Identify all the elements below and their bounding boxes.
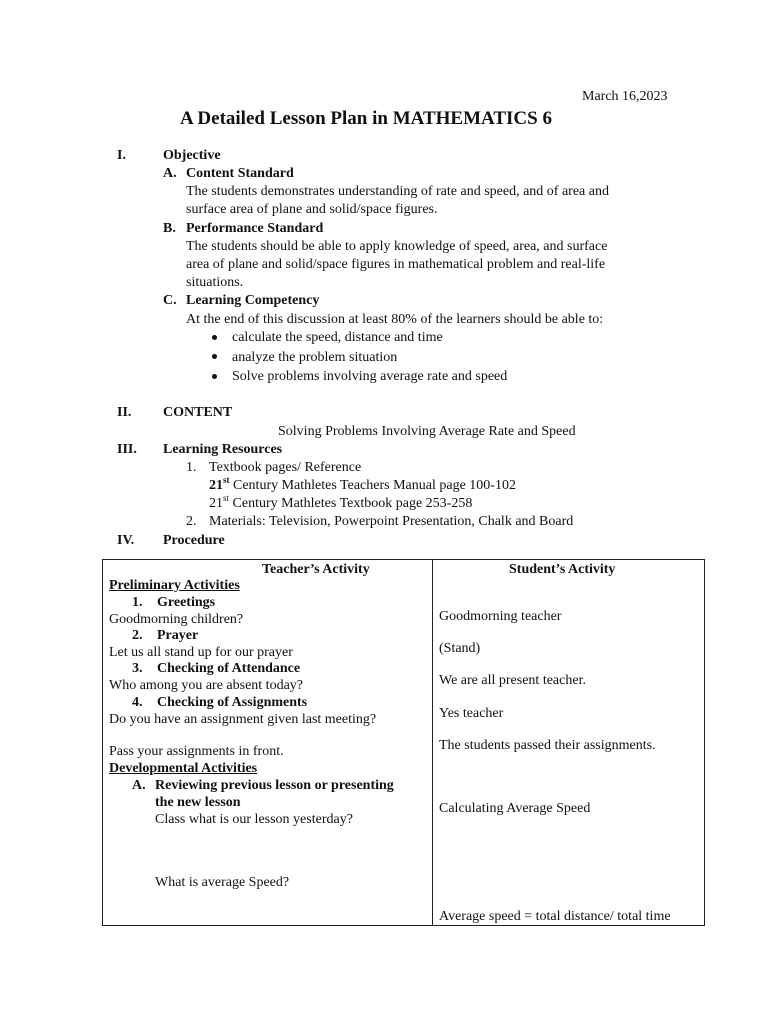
competency-bullet-item: calculate the speed, distance and time — [232, 330, 443, 345]
bullet-dot — [212, 354, 217, 359]
resource-item-number: 1. — [186, 460, 197, 475]
bullet-dot — [212, 374, 217, 379]
section-heading-content: CONTENT — [163, 405, 233, 420]
student-line-yes: Yes teacher — [439, 706, 504, 721]
subsection-heading-learning-competency: Learning Competency — [186, 293, 320, 308]
section-number-procedure: IV. — [117, 533, 135, 548]
section-number-objective: I. — [117, 148, 126, 163]
reference-textbook: 21st Century Mathletes Textbook page 253-258 — [209, 493, 473, 511]
section-heading-objective: Objective — [163, 148, 221, 163]
teacher-line-attendance: Who among you are absent today? — [109, 678, 303, 693]
step-reviewing-continued: the new lesson — [155, 795, 241, 810]
subsection-letter-a: A. — [163, 166, 177, 181]
student-line-formula: Average speed = total distance/ total time — [439, 909, 671, 924]
step-assignments: Checking of Assignments — [157, 695, 308, 710]
content-topic: Solving Problems Involving Average Rate and Speed — [278, 424, 576, 439]
teacher-activity-header: Teacher’s Activity — [262, 562, 370, 577]
subsection-heading-content-standard: Content Standard — [186, 166, 294, 181]
step-greetings: Greetings — [157, 595, 216, 610]
bullet-dot — [212, 335, 217, 340]
procedure-table — [102, 559, 705, 926]
student-line-stand: (Stand) — [439, 641, 481, 656]
subsection-heading-performance-standard: Performance Standard — [186, 221, 324, 236]
teacher-line-pass: Pass your assignments in front. — [109, 744, 284, 759]
developmental-activities-heading: Developmental Activities — [109, 761, 258, 776]
subsection-letter-b: B. — [163, 221, 176, 236]
step-attendance: Checking of Attendance — [157, 661, 301, 676]
subsection-letter-c: C. — [163, 293, 177, 308]
competency-bullet-item: analyze the problem situation — [232, 350, 398, 365]
document-date: March 16,2023 — [582, 89, 668, 104]
step-number: 4. — [132, 695, 143, 710]
section-heading-procedure: Procedure — [163, 533, 225, 548]
performance-standard-line: The students should be able to apply knowledge of speed, area, and surface — [186, 239, 608, 254]
column-divider — [432, 560, 433, 925]
step-number: 1. — [132, 595, 143, 610]
student-line-passed: The students passed their assignments. — [439, 738, 656, 753]
content-standard-line: surface area of plane and solid/space figures. — [186, 202, 438, 217]
student-line-present: We are all present teacher. — [439, 673, 586, 688]
step-reviewing: Reviewing previous lesson or presenting — [155, 778, 394, 793]
step-prayer: Prayer — [157, 628, 199, 643]
teacher-line-greetings: Goodmorning children? — [109, 612, 244, 627]
performance-standard-line: area of plane and solid/space figures in mathematical problem and real-life — [186, 257, 606, 272]
student-line-calculating: Calculating Average Speed — [439, 801, 591, 816]
reference-teachers-manual: 21st Century Mathletes Teachers Manual page 100-102 — [209, 475, 516, 493]
step-letter: A. — [132, 778, 146, 793]
performance-standard-line: situations. — [186, 275, 244, 290]
student-activity-header: Student’s Activity — [509, 562, 616, 577]
resource-item-number: 2. — [186, 514, 197, 529]
learning-competency-intro: At the end of this discussion at least 80% of the learners should be able to: — [186, 312, 604, 327]
section-heading-resources: Learning Resources — [163, 442, 283, 457]
content-standard-line: The students demonstrates understanding of rate and speed, and of area and — [186, 184, 609, 199]
step-number: 2. — [132, 628, 143, 643]
teacher-line-prayer: Let us all stand up for our prayer — [109, 645, 293, 660]
resource-item-materials: Materials: Television, Powerpoint Presentation, Chalk and Board — [209, 514, 574, 529]
step-number: 3. — [132, 661, 143, 676]
preliminary-activities-heading: Preliminary Activities — [109, 578, 240, 593]
student-line-greeting: Goodmorning teacher — [439, 609, 562, 624]
teacher-line-speed-question: What is average Speed? — [155, 875, 290, 890]
competency-bullet-item: Solve problems involving average rate and speed — [232, 369, 508, 384]
teacher-line-assignment: Do you have an assignment given last meeting? — [109, 712, 377, 727]
section-number-resources: III. — [117, 442, 137, 457]
teacher-line-lesson-question: Class what is our lesson yesterday? — [155, 812, 353, 827]
section-number-content: II. — [117, 405, 132, 420]
resource-item-textbook: Textbook pages/ Reference — [209, 460, 362, 475]
document-title: A Detailed Lesson Plan in MATHEMATICS 6 — [180, 108, 552, 129]
